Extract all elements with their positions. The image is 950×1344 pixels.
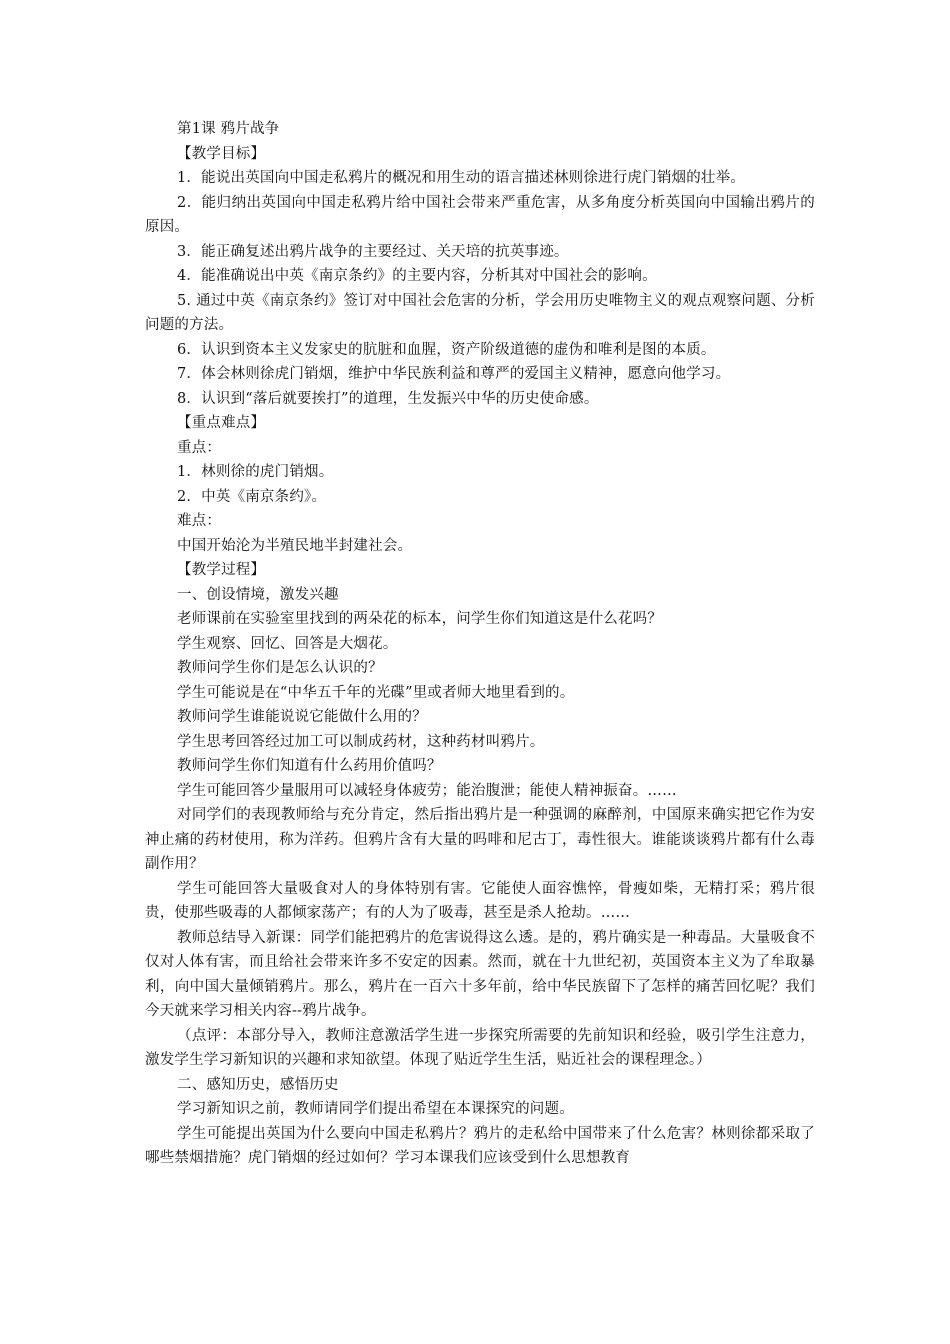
step2-title: 二、感知历史，感悟历史 <box>177 1076 339 1093</box>
difficulty-label: 难点： <box>177 513 222 529</box>
goal-item: 8．认识到“落后就要挨打”的道理，生发振兴中华的历史使命感。 <box>177 390 599 407</box>
step2-intro: 学习新知识之前，教师请同学们提出希望在本课探究的问题。 <box>177 1101 574 1117</box>
dialogue-line: 教师问学生谁能说说它能做什么用的？ <box>177 709 427 725</box>
dialogue-line: 教师问学生你们是怎么认识的？ <box>177 660 383 676</box>
document-page <box>145 117 815 1171</box>
goal-item: 3．能正确复述出鸦片战争的主要经过、关天培的抗英事迹。 <box>177 243 569 260</box>
dialogue-line: 学生观察、回忆、回答是大烟花。 <box>177 635 398 652</box>
body-paragraph: 教师总结导入新课：同学们能把鸦片的危害说得这么透。是的，鸦片确实是一种毒品。大量吸食不仅对人体有害，而且给社会带来许多不安定的因素。然而，就在十九世纪初，英国资本主义为了牟取暴利，向中国大量倾销鸦片。那么，鸦片在一百六十多年前，给中华民族留下了怎样的痛苦回忆呢？我们今天就来学习相关内容--鸦片战争。 <box>145 929 815 1019</box>
section-heading-goals: 【教学目标】 <box>177 145 266 162</box>
goal-item: 4．能准确说出中英《南京条约》的主要内容，分析其对中国社会的影响。 <box>177 268 657 284</box>
step1-title: 一、创设情境，激发兴趣 <box>177 586 339 603</box>
section-heading-process: 【教学过程】 <box>177 562 266 578</box>
lesson-title: 第1课 鸦片战争 <box>177 121 280 137</box>
body-paragraph: 对同学们的表现教师给与充分肯定，然后指出鸦片是一种强调的麻醉剂，中国原来确实把它作为安神止痛的药材使用，称为洋药。但鸦片含有大量的吗啡和尼古丁，毒性很大。谁能谈谈鸦片都有什么毒副作用？ <box>145 807 815 872</box>
key-point-item: 2．中英《南京条约》。 <box>177 488 327 505</box>
dialogue-line: 学生可能说是在“中华五千年的光碟”里或者师大地里看到的。 <box>177 684 575 701</box>
key-points-label: 重点： <box>177 439 222 456</box>
difficulty-text: 中国开始沦为半殖民地半封建社会。 <box>177 537 413 554</box>
dialogue-line: 学生思考回答经过加工可以制成药材，这种药材叫鸦片。 <box>177 733 545 750</box>
goal-item: 6．认识到资本主义发家史的肮脏和血腥，资产阶级道德的虚伪和唯利是图的本质。 <box>177 341 716 358</box>
dialogue-line: 教师问学生你们知道有什么药用价值吗？ <box>177 758 442 774</box>
goal-item: 7．体会林则徐虎门销烟，维护中华民族利益和尊严的爱国主义精神，愿意向他学习。 <box>177 366 731 382</box>
goal-item: 2．能归纳出英国向中国走私鸦片给中国社会带来严重危害，从多角度分析英国向中国输出鸦片的原因。 <box>145 194 815 235</box>
comment-paragraph: （点评：本部分导入，教师注意激活学生进一步探究所需要的先前知识和经验，吸引学生注意力，激发学生学习新知识的兴趣和求知欲望。体现了贴近学生生活，贴近社会的课程理念。） <box>145 1027 815 1068</box>
body-paragraph: 学生可能提出英国为什么要向中国走私鸦片？鸦片的走私给中国带来了什么危害？林则徐都采取了哪些禁烟措施？虎门销烟的经过如何？学习本课我们应该受到什么思想教育 <box>145 1125 815 1166</box>
dialogue-line: 老师课前在实验室里找到的两朵花的标本，问学生你们知道这是什么花吗？ <box>177 611 663 627</box>
dialogue-line: 学生可能回答少量服用可以减轻身体疲劳；能治腹泄；能使人精神振奋。…… <box>177 782 677 799</box>
section-heading-key-points: 【重点难点】 <box>177 415 266 431</box>
body-paragraph: 学生可能回答大量吸食对人的身体特别有害。它能使人面容憔悴，骨瘦如柴，无精打采；鸦片很贵，使那些吸毒的人都倾家荡产；有的人为了吸毒，甚至是杀人抢劫。…… <box>145 880 815 921</box>
goal-item: 5. 通过中英《南京条约》签订对中国社会危害的分析，学会用历史唯物主义的观点观察问题、分析问题的方法。 <box>145 292 815 333</box>
key-point-item: 1．林则徐的虎门销烟。 <box>177 464 334 480</box>
goal-item: 1．能说出英国向中国走私鸦片的概况和用生动的语言描述林则徐进行虎门销烟的壮举。 <box>177 170 746 186</box>
